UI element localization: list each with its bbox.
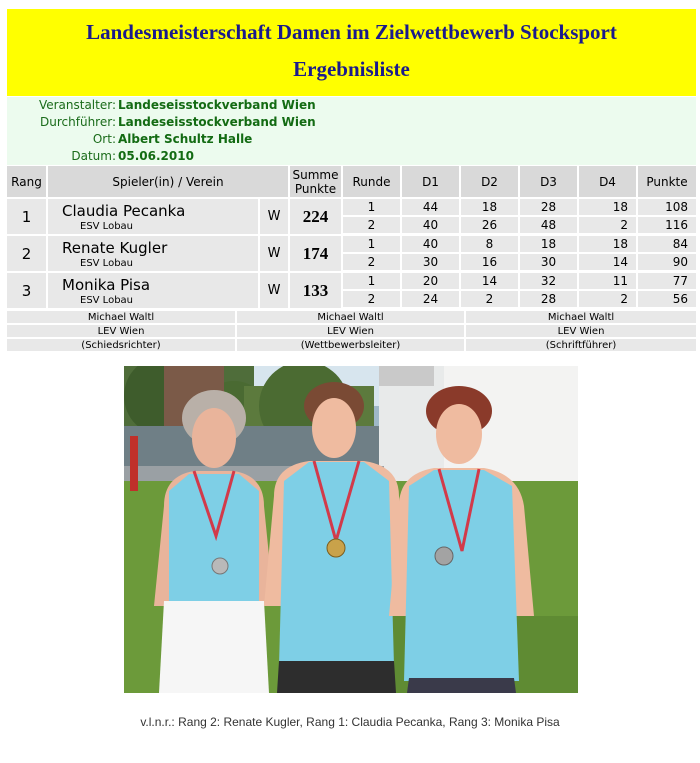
- event-info: [7, 97, 696, 165]
- sum-cell: 133: [290, 273, 341, 308]
- player-cell: [48, 236, 258, 271]
- official-role: (Schriftführer): [466, 339, 696, 351]
- round-cell: 2: [343, 291, 400, 307]
- sum-cell: 174: [290, 236, 341, 271]
- d4-cell: 11: [579, 273, 636, 289]
- d3-cell: 18: [520, 236, 577, 252]
- d2-cell: 14: [461, 273, 518, 289]
- official-role: (Schiedsrichter): [7, 339, 235, 351]
- col-header-d4: D4: [579, 166, 636, 197]
- gender-cell: W: [260, 199, 288, 234]
- player-club: ESV Lobau: [80, 258, 134, 269]
- round-cell: 1: [343, 236, 400, 252]
- info-value: Landeseisstockverband Wien: [118, 98, 316, 112]
- official-name: Michael Waltl: [466, 311, 696, 323]
- photo-caption: v.l.n.r.: Rang 2: Renate Kugler, Rang 1: Claudia Pecanka, Rang 3: Monika Pisa: [140, 715, 560, 729]
- gender-cell: W: [260, 273, 288, 308]
- info-label: Veranstalter:: [38, 98, 116, 112]
- col-header-d3: D3: [520, 166, 577, 197]
- col-header-runde: Runde: [343, 166, 400, 197]
- title-banner: [7, 9, 696, 96]
- official-org: LEV Wien: [237, 325, 464, 337]
- d2-cell: 2: [461, 291, 518, 307]
- official-role: (Wettbewerbsleiter): [237, 339, 464, 351]
- d1-cell: 30: [402, 254, 459, 270]
- player-cell: [48, 199, 258, 234]
- points-cell: 56: [638, 291, 696, 307]
- gender-cell: W: [260, 236, 288, 271]
- page-subtitle: Ergebnisliste: [293, 57, 410, 81]
- winners-photo: [124, 366, 578, 693]
- col-header-summe-line1: Summe: [292, 167, 339, 182]
- player-club: ESV Lobau: [80, 221, 134, 232]
- d3-cell: 28: [520, 291, 577, 307]
- d1-cell: 20: [402, 273, 459, 289]
- round-cell: 2: [343, 254, 400, 270]
- d3-cell: 32: [520, 273, 577, 289]
- col-header-d1: D1: [402, 166, 459, 197]
- d2-cell: 8: [461, 236, 518, 252]
- col-header-spieler: Spieler(in) / Verein: [48, 166, 288, 197]
- d3-cell: 28: [520, 199, 577, 215]
- info-label: Datum:: [71, 149, 116, 163]
- points-cell: 84: [638, 236, 696, 252]
- d1-cell: 40: [402, 236, 459, 252]
- d4-cell: 18: [579, 236, 636, 252]
- player-name: Claudia Pecanka: [62, 202, 186, 220]
- official-org: LEV Wien: [466, 325, 696, 337]
- player-name: Renate Kugler: [62, 239, 168, 257]
- info-value: Landeseisstockverband Wien: [118, 115, 316, 129]
- col-header-summe: [290, 166, 341, 197]
- rank-cell: 3: [7, 273, 46, 308]
- official-name: Michael Waltl: [7, 311, 235, 323]
- points-cell: 77: [638, 273, 696, 289]
- round-cell: 1: [343, 199, 400, 215]
- d1-cell: 40: [402, 217, 459, 233]
- info-value: Albert Schultz Halle: [118, 132, 253, 146]
- d4-cell: 14: [579, 254, 636, 270]
- d1-cell: 24: [402, 291, 459, 307]
- rank-cell: 1: [7, 199, 46, 234]
- d4-cell: 2: [579, 291, 636, 307]
- sum-cell: 224: [290, 199, 341, 234]
- col-header-d2: D2: [461, 166, 518, 197]
- d2-cell: 16: [461, 254, 518, 270]
- info-row-organizer: [7, 97, 696, 114]
- info-value: 05.06.2010: [118, 149, 194, 163]
- col-header-rang: Rang: [7, 166, 46, 197]
- d2-cell: 26: [461, 217, 518, 233]
- d3-cell: 48: [520, 217, 577, 233]
- official-name: Michael Waltl: [237, 311, 464, 323]
- info-row-executor: [7, 114, 696, 131]
- info-row-date: [7, 148, 696, 165]
- points-cell: 108: [638, 199, 696, 215]
- info-row-location: [7, 131, 696, 148]
- info-label: Durchführer:: [40, 115, 116, 129]
- player-name: Monika Pisa: [62, 276, 151, 294]
- d3-cell: 30: [520, 254, 577, 270]
- d4-cell: 18: [579, 199, 636, 215]
- points-cell: 116: [638, 217, 696, 233]
- round-cell: 2: [343, 217, 400, 233]
- winners-photo-illustration: [124, 366, 578, 693]
- round-cell: 1: [343, 273, 400, 289]
- official-org: LEV Wien: [7, 325, 235, 337]
- info-label: Ort:: [92, 132, 116, 146]
- player-club: ESV Lobau: [80, 295, 134, 306]
- d1-cell: 44: [402, 199, 459, 215]
- col-header-summe-line2: Punkte: [294, 181, 337, 196]
- d4-cell: 2: [579, 217, 636, 233]
- points-cell: 90: [638, 254, 696, 270]
- d2-cell: 18: [461, 199, 518, 215]
- rank-cell: 2: [7, 236, 46, 271]
- col-header-punkte: Punkte: [638, 166, 696, 197]
- page-title: Landesmeisterschaft Damen im Zielwettbewerb Stocksport: [86, 20, 617, 44]
- player-cell: [48, 273, 258, 308]
